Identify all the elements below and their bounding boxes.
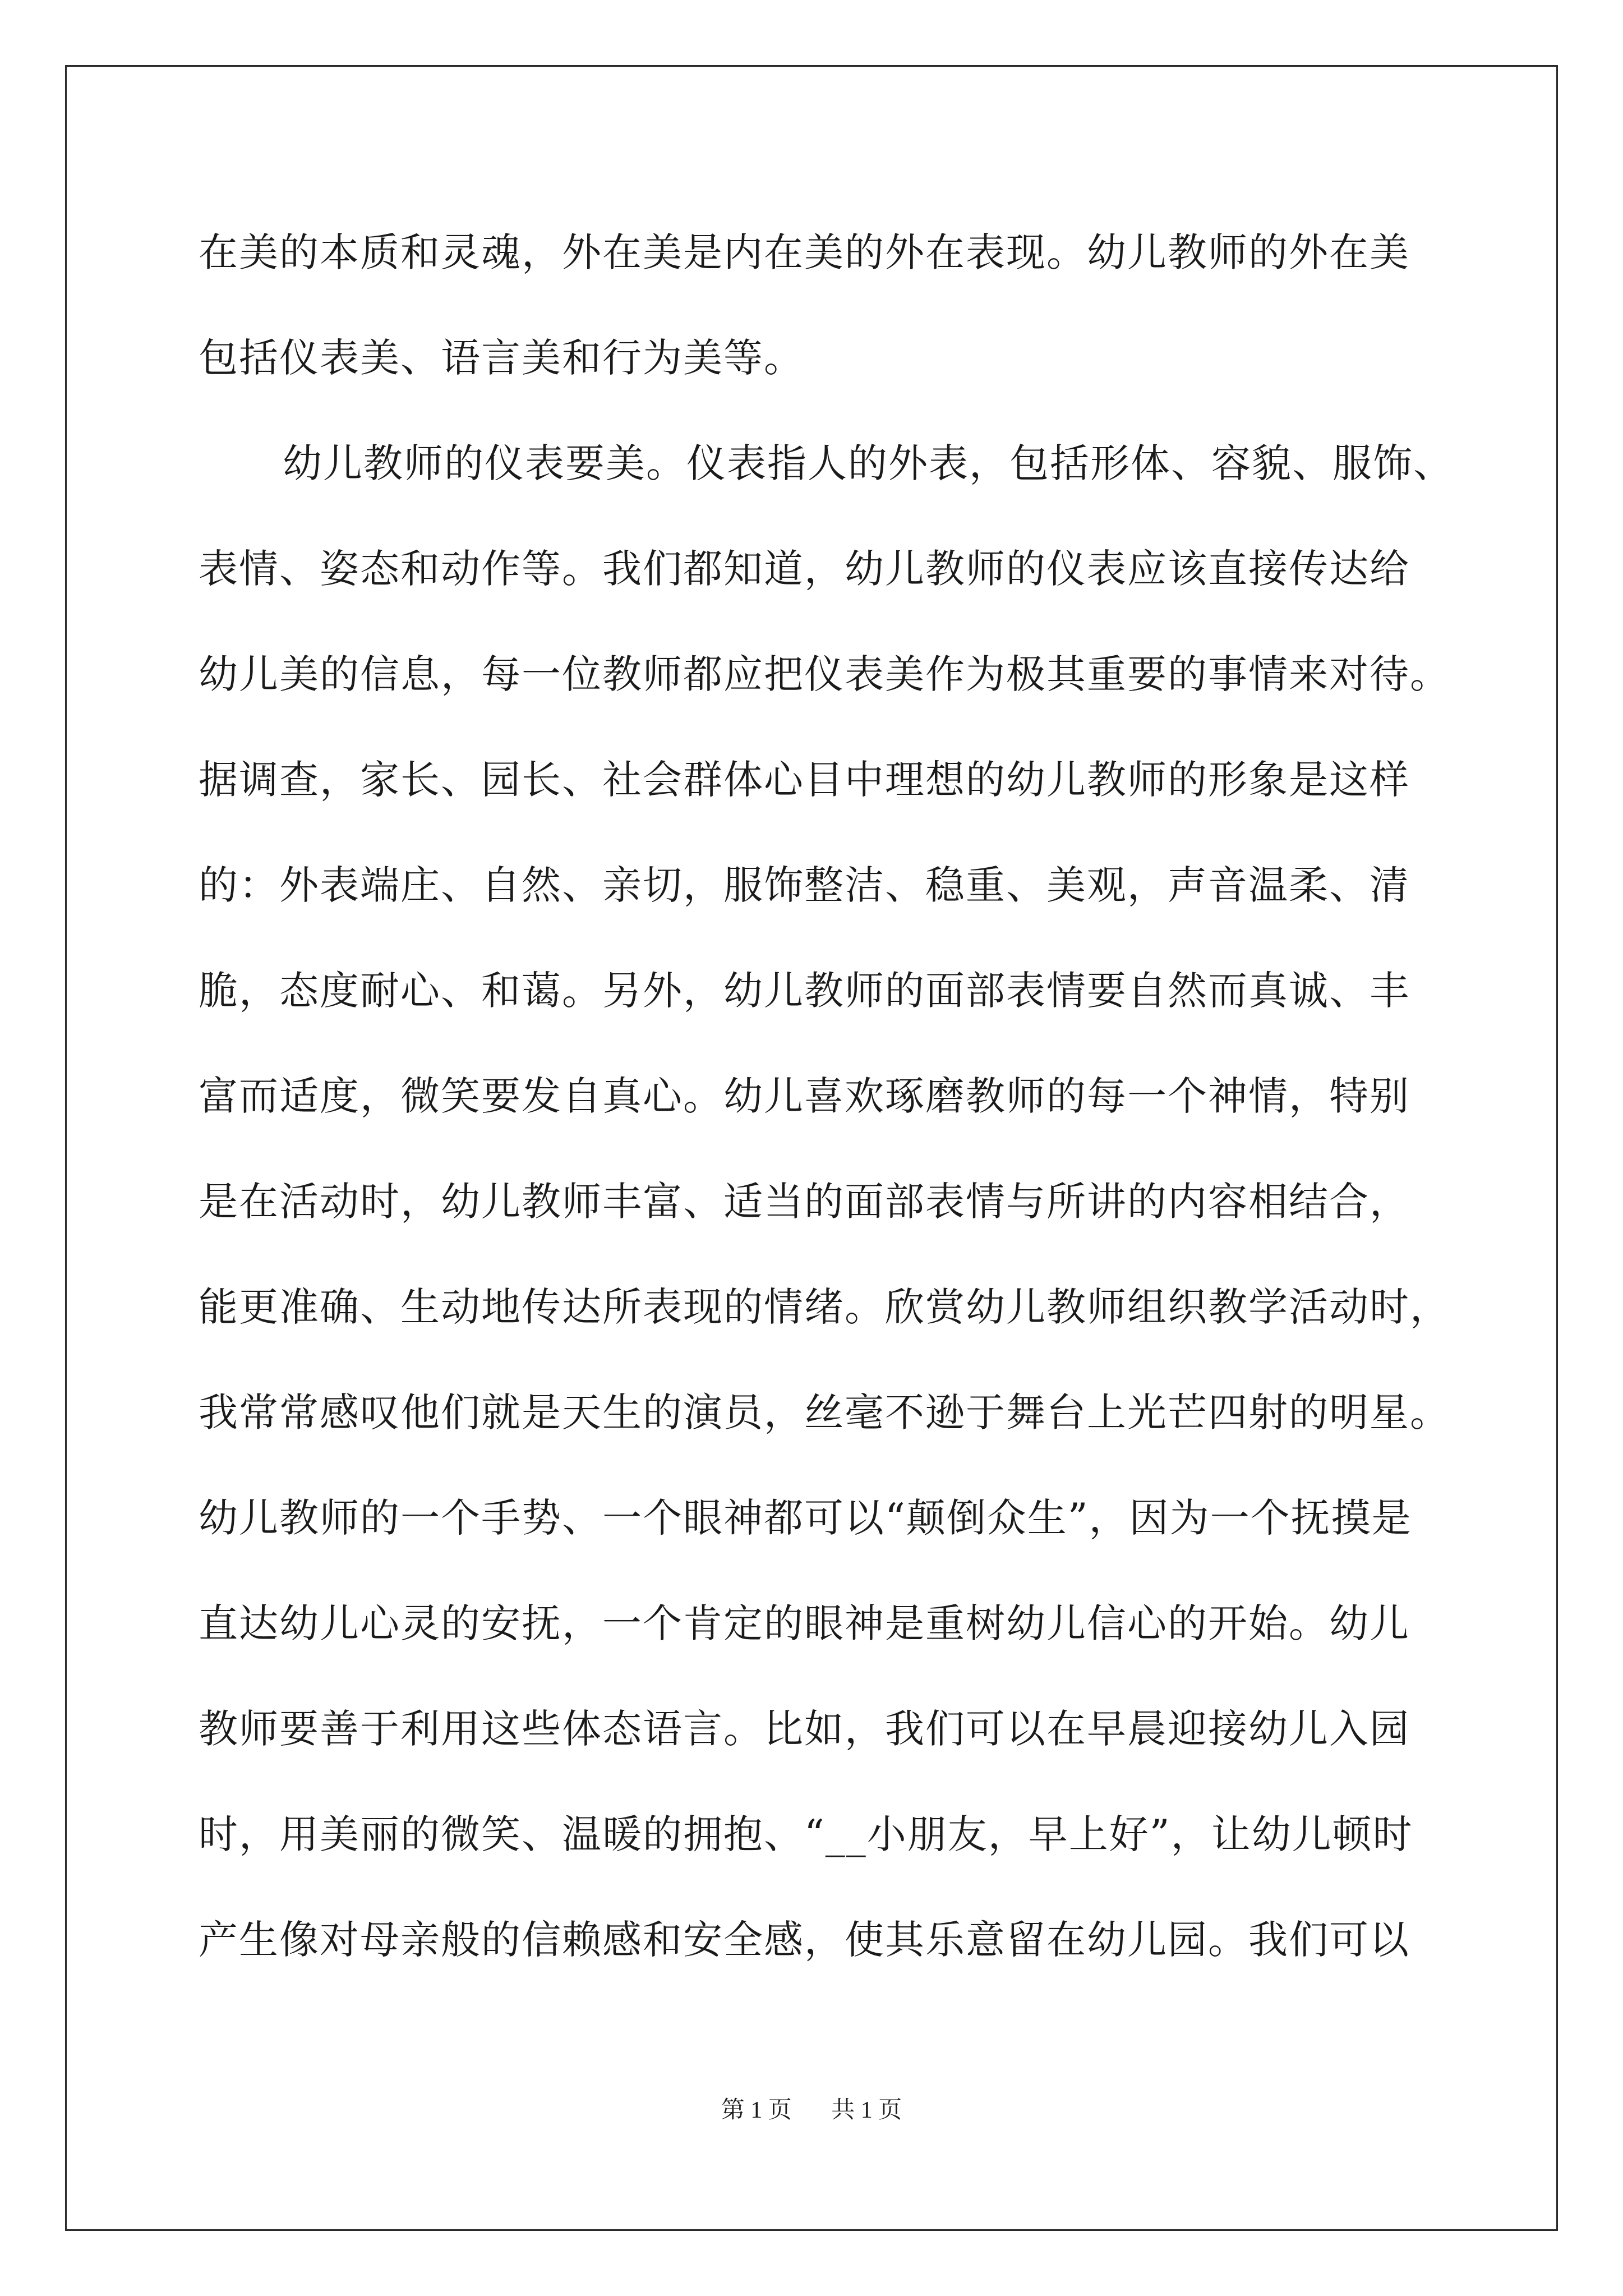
text-line: 我常常感叹他们就是天生的演员，丝毫不逊于舞台上光芒四射的明星。 <box>199 1389 1450 1435</box>
text-line: 幼儿美的信息，每一位教师都应把仪表美作为极其重要的事情来对待。 <box>199 651 1450 697</box>
text-line: 包括仪表美、语言美和行为美等。 <box>199 335 804 381</box>
text-line: 幼儿教师的一个手势、一个眼神都可以“颠倒众生”，因为一个抚摸是 <box>199 1495 1412 1541</box>
text-line: 教师要善于利用这些体态语言。比如，我们可以在早晨迎接幼儿入园 <box>199 1706 1410 1752</box>
text-line: 产生像对母亲般的信赖感和安全感，使其乐意留在幼儿园。我们可以 <box>199 1917 1410 1963</box>
text-line: 时，用美丽的微笑、温暖的拥抱、“__小朋友，早上好”，让幼儿顿时 <box>199 1811 1413 1857</box>
text-line: 表情、姿态和动作等。我们都知道，幼儿教师的仪表应该直接传达给 <box>199 546 1410 592</box>
text-line: 能更准确、生动地传达所表现的情绪。欣赏幼儿教师组织教学活动时， <box>199 1284 1450 1330</box>
text-line: 富而适度，微笑要发自真心。幼儿喜欢琢磨教师的每一个神情，特别 <box>199 1073 1410 1119</box>
page-footer <box>0 2091 1623 2125</box>
paragraph-start-line: 幼儿教师的仪表要美。仪表指人的外表，包括形体、容貌、服饰、 <box>283 440 1454 486</box>
text-line: 是在活动时，幼儿教师丰富、适当的面部表情与所讲的内容相结合， <box>199 1179 1410 1225</box>
text-line: 脆，态度耐心、和蔼。另外，幼儿教师的面部表情要自然而真诚、丰 <box>199 968 1410 1014</box>
text-line: 在美的本质和灵魂，外在美是内在美的外在表现。幼儿教师的外在美 <box>199 229 1410 275</box>
text-line: 的：外表端庄、自然、亲切，服饰整洁、稳重、美观，声音温柔、清 <box>199 862 1410 908</box>
text-line: 直达幼儿心灵的安抚，一个肯定的眼神是重树幼儿信心的开始。幼儿 <box>199 1600 1410 1646</box>
page-total: 共 1 页 <box>831 2097 902 2123</box>
text-line: 据调查，家长、园长、社会群体心目中理想的幼儿教师的形象是这样 <box>199 757 1410 803</box>
page-number: 第 1 页 <box>721 2097 792 2123</box>
document-body <box>199 213 1454 2006</box>
